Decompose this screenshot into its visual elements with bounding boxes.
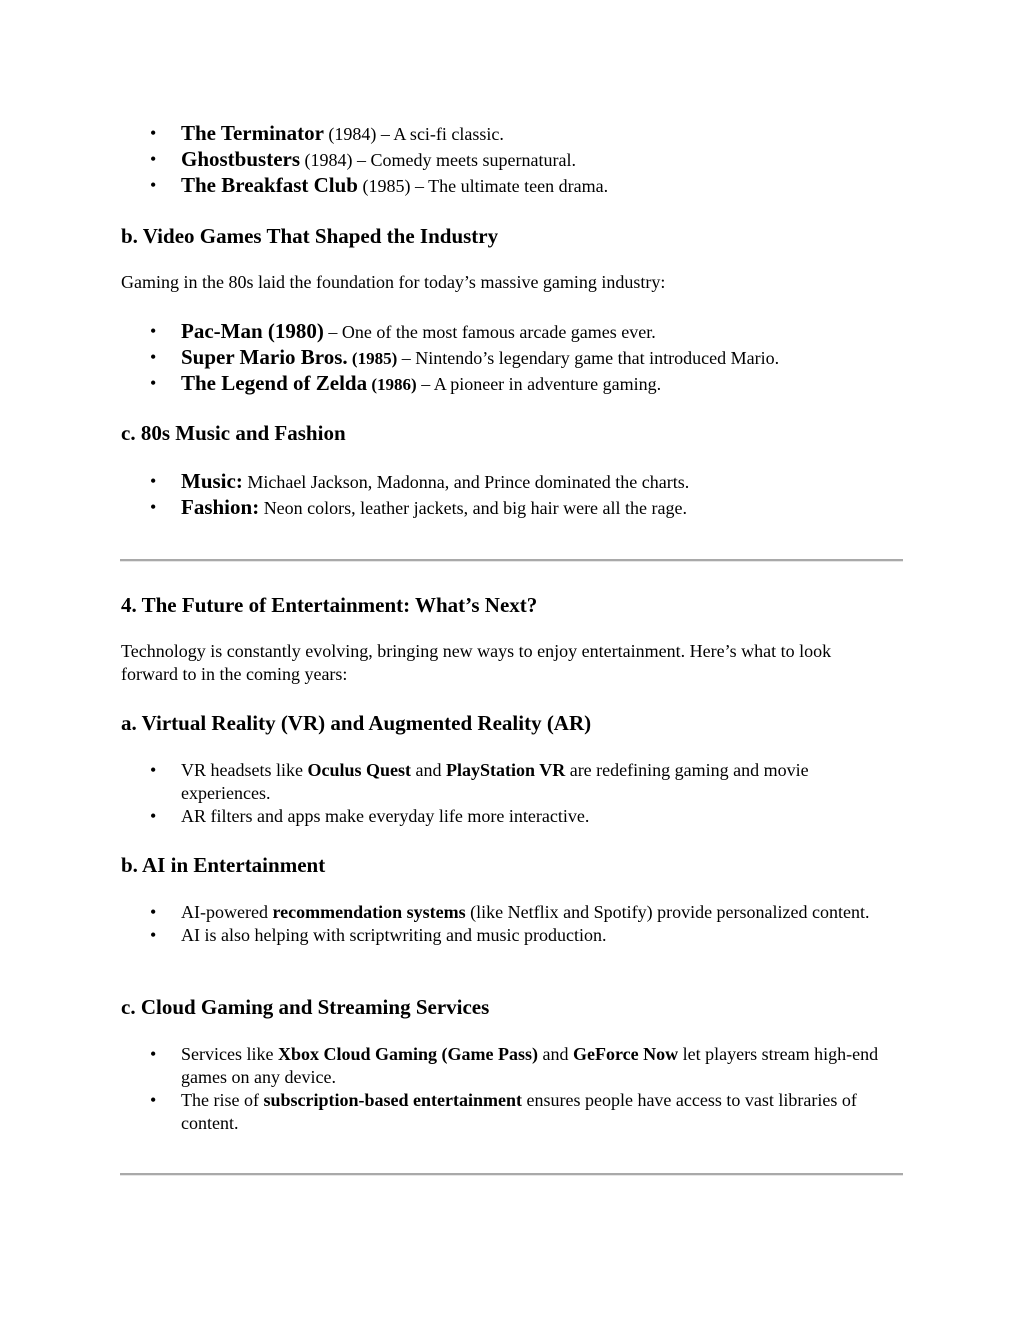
game-desc: – One of the most famous arcade games ever. <box>323 322 656 342</box>
item-text: Services like <box>181 1044 278 1064</box>
section-heading-video-games: b. Video Games That Shaped the Industry <box>121 224 499 248</box>
movie-title: The Terminator <box>181 121 324 145</box>
horizontal-divider <box>120 1173 903 1176</box>
item-text: Neon colors, leather jackets, and big hair were all the rage. <box>259 498 688 518</box>
list-item <box>0 148 891 174</box>
game-title: Pac-Man (1980) <box>181 319 324 343</box>
game-title: Super Mario Bros. <box>181 345 348 369</box>
game-year: (1985) <box>347 349 398 368</box>
item-text: (like Netflix and Spotify) provide personalized content. <box>465 902 870 922</box>
item-bold-text: Xbox Cloud Gaming (Game Pass) <box>277 1044 538 1064</box>
item-text: The rise of <box>181 1090 264 1110</box>
cloud-gaming-list <box>0 1043 891 1135</box>
item-text: let players stream high-end games on any device. <box>181 1044 879 1087</box>
bullet-icon: • <box>150 1090 157 1110</box>
games-list <box>0 320 891 398</box>
list-item <box>0 122 891 148</box>
item-bold-text: subscription-based entertainment <box>263 1090 522 1110</box>
bullet-icon: • <box>150 925 157 945</box>
movie-desc: – A sci-fi classic. <box>376 124 504 144</box>
item-text: AR filters and apps make everyday life more interactive. <box>181 806 590 826</box>
bullet-icon: • <box>150 175 157 195</box>
ai-list <box>0 901 891 947</box>
item-text: VR headsets like <box>181 760 308 780</box>
list-item <box>0 901 891 924</box>
list-item <box>0 924 891 947</box>
section-heading-vr-ar: a. Virtual Reality (VR) and Augmented Reality (AR) <box>121 711 592 735</box>
horizontal-divider <box>120 559 903 562</box>
item-text: Michael Jackson, Madonna, and Prince dominated the charts. <box>242 472 690 492</box>
bullet-icon: • <box>150 760 157 780</box>
movie-year: (1984) <box>328 124 377 144</box>
section-heading-music-fashion: c. 80s Music and Fashion <box>121 421 346 445</box>
music-fashion-list <box>0 470 891 522</box>
bullet-icon: • <box>150 806 157 826</box>
movie-desc: – The ultimate teen drama. <box>410 176 609 196</box>
list-item <box>0 805 891 828</box>
movie-desc: – Comedy meets supernatural. <box>352 150 576 170</box>
section-heading-ai: b. AI in Entertainment <box>121 853 326 877</box>
item-text: AI is also helping with scriptwriting and music production. <box>181 925 607 945</box>
vr-ar-list <box>0 759 891 828</box>
item-text: and <box>411 760 447 780</box>
movie-year: (1985) <box>362 176 411 196</box>
item-bold-text: Oculus Quest <box>307 760 412 780</box>
list-item <box>0 346 891 372</box>
game-year: (1986) <box>367 375 417 394</box>
list-item <box>0 174 891 200</box>
item-bold-text: PlayStation VR <box>446 760 566 780</box>
list-item <box>0 1089 891 1135</box>
list-item <box>0 496 891 522</box>
list-item <box>0 320 891 346</box>
item-bold-text: recommendation systems <box>272 902 466 922</box>
bullet-icon: • <box>150 1044 157 1064</box>
bullet-icon: • <box>150 347 157 367</box>
item-label: Fashion: <box>181 495 260 519</box>
movie-year: (1984) <box>304 150 353 170</box>
list-item <box>0 1043 891 1089</box>
bullet-icon: • <box>150 373 157 393</box>
item-label: Music: <box>181 469 243 493</box>
list-item <box>0 470 891 496</box>
item-text: AI-powered <box>181 902 273 922</box>
game-title: The Legend of Zelda <box>181 371 368 395</box>
bullet-icon: • <box>150 471 157 491</box>
bullet-icon: • <box>150 902 157 922</box>
list-item <box>0 759 891 805</box>
game-desc: – Nintendo’s legendary game that introduced Mario. <box>397 348 780 368</box>
bullet-icon: • <box>150 321 157 341</box>
game-desc: – A pioneer in adventure gaming. <box>416 374 662 394</box>
movie-title: Ghostbusters <box>181 147 301 171</box>
games-intro-paragraph: Gaming in the 80s laid the foundation for today’s massive gaming industry: <box>121 272 666 292</box>
item-text: are redefining gaming and movie experiences. <box>181 760 809 803</box>
item-text: and <box>538 1044 573 1064</box>
future-intro-paragraph: Technology is constantly evolving, bringing new ways to enjoy entertainment. Here’s what to look forward to in the coming years: <box>121 641 832 684</box>
section-heading-cloud-gaming: c. Cloud Gaming and Streaming Services <box>121 995 490 1019</box>
bullet-icon: • <box>150 123 157 143</box>
list-item <box>0 372 891 398</box>
movie-title: The Breakfast Club <box>181 173 358 197</box>
item-bold-text: GeForce Now <box>573 1044 679 1064</box>
section-heading-future: 4. The Future of Entertainment: What’s Next? <box>121 593 538 617</box>
bullet-icon: • <box>150 497 157 517</box>
movies-list <box>0 122 891 200</box>
bullet-icon: • <box>150 149 157 169</box>
item-text: ensures people have access to vast libraries of content. <box>181 1090 857 1133</box>
